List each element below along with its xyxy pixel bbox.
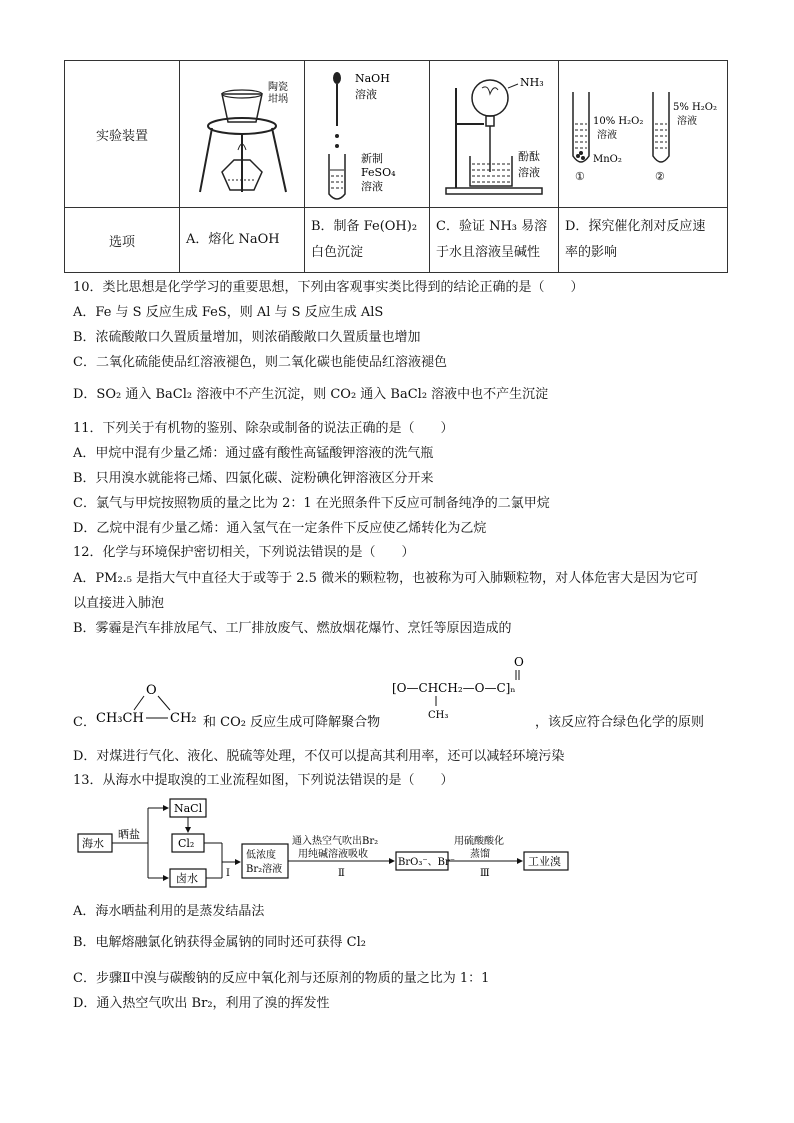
table-row-options (65, 208, 728, 273)
flow-industrial-bromine: 工业溴 (528, 855, 561, 868)
q12-option-d: D．对煤进行气化、液化、脱硫等处理，不仅可以提高其利用率，还可以减轻环境污染 (73, 749, 565, 764)
flow-bromate-bromide: BrO₃⁻、Br⁻ (398, 857, 456, 868)
flow-cl2: Cl₂ (178, 837, 195, 850)
polycarbonate-structure (390, 652, 540, 724)
mol2-methyl: CH₃ (428, 710, 449, 721)
q10-option-c: C．二氧化硫能使品红溶液褪色，则二氧化碳也能使品红溶液褪色 (73, 355, 447, 370)
propylene-oxide-structure (94, 676, 204, 732)
option-c-cell (430, 208, 559, 273)
fountain-experiment-icon (432, 64, 556, 204)
q10-option-b: B．浓硫酸敞口久置质量增加，则浓硝酸敞口久置质量也增加 (73, 330, 421, 345)
flow-acidify-label: 用硫酸酸化 (454, 836, 504, 847)
flow-hot-air-label: 通入热空气吹出Br₂ (292, 836, 379, 847)
apparatus-b-cell (305, 61, 430, 208)
flow-nacl: NaCl (174, 802, 203, 815)
label-nh3: NH₃ (520, 76, 544, 89)
q10-option-d: D．SO₂ 通入 BaCl₂ 溶液中不产生沉淀，则 CO₂ 通入 BaCl₂ 溶液中也不产生沉淀 (73, 387, 549, 402)
q13-stem: 13．从海水中提取溴的工业流程如图，下列说法错误的是（ ） (73, 773, 454, 788)
option-c-line1: C．验证 NH₃ 易溶 (436, 219, 548, 234)
label-phenolphthalein: 酚酞 (518, 150, 540, 163)
label-naoh-solution: 溶液 (355, 88, 377, 101)
mol1-ch3ch: CH₃CH (96, 711, 144, 726)
q11-option-d: D．乙烷中混有少量乙烯：通入氢气在一定条件下反应使乙烯转化为乙烷 (73, 521, 487, 536)
table-row-apparatus (65, 61, 728, 208)
label-fresh: 新制 (361, 152, 383, 165)
q12-option-c-prefix: C． (73, 715, 96, 730)
flow-brine: 卤水 (176, 872, 198, 885)
label-tube-1: ① (575, 170, 585, 183)
label-ceramic: 陶瓷 (268, 82, 288, 93)
q10-stem: 10．类比思想是化学学习的重要思想，下列由客观事实类比得到的结论正确的是（ ） (73, 280, 584, 295)
label-feso4-solution: 溶液 (361, 180, 383, 193)
crucible-tripod-icon (182, 64, 302, 204)
row-header-option: 选项 (65, 208, 180, 273)
dropper-test-tube-icon (307, 64, 427, 204)
label-mno2: MnO₂ (593, 154, 622, 165)
q12-option-c-mid: 和 CO₂ 反应生成可降解聚合物 (203, 715, 381, 730)
q13-option-c: C．步骤Ⅱ中溴与碳酸钠的反应中氧化剂与还原剂的物质的量之比为 1：1 (73, 971, 490, 986)
mol1-ch2: CH₂ (170, 711, 197, 726)
label-phenolphthalein-solution: 溶液 (518, 166, 540, 179)
q12-option-a-line1: A．PM₂.₅ 是指大气中直径大于或等于 2.5 微米的颗粒物，也被称为可入肺颗粒物，对人体危害大是因为它可 (73, 571, 699, 586)
bromine-extraction-flowchart (76, 796, 576, 892)
flow-step-2: Ⅱ (338, 868, 345, 879)
label-10pct-solution: 溶液 (597, 130, 617, 141)
flow-distill-label: 蒸馏 (470, 849, 490, 860)
experiment-table (64, 60, 728, 273)
label-5pct-solution: 溶液 (677, 116, 697, 127)
option-c-line2: 于水且溶液呈碱性 (436, 245, 541, 260)
q11-option-b: B．只用溴水就能将己烯、四氯化碳、淀粉碘化钾溶液区分开来 (73, 471, 434, 486)
option-d-line2: 率的影响 (565, 245, 618, 260)
flow-br2-solution: Br₂溶液 (246, 864, 283, 875)
flow-seawater: 海水 (82, 837, 104, 850)
mol1-oxygen: O (146, 683, 157, 698)
q10-option-a: A．Fe 与 S 反应生成 FeS，则 Al 与 S 反应生成 AlS (73, 305, 384, 320)
option-a-cell: A．熔化 NaOH (180, 208, 305, 273)
flow-sun-salt: 晒盐 (118, 828, 140, 841)
option-d-line1: D．探究催化剂对反应速 (565, 219, 706, 234)
flow-step-1: Ⅰ (226, 868, 230, 879)
q12-option-b: B．雾霾是汽车排放尾气、工厂排放废气、燃放烟花爆竹、烹饪等原因造成的 (73, 621, 512, 636)
option-b-line2: 白色沉淀 (311, 245, 364, 260)
option-d-cell (559, 208, 728, 273)
q12-option-a-line2: 以直接进入肺泡 (73, 596, 165, 611)
apparatus-c-cell (430, 61, 559, 208)
flow-soda-absorb-label: 用纯碱溶液吸收 (298, 849, 368, 860)
label-feso4: FeSO₄ (361, 166, 396, 179)
q13-option-d: D．通入热空气吹出 Br₂，利用了溴的挥发性 (73, 996, 330, 1011)
label-10pct-h2o2: 10% H₂O₂ (593, 116, 644, 127)
q12-stem: 12．化学与环境保护密切相关，下列说法错误的是（ ） (73, 545, 415, 560)
mol2-carbonyl-oxygen: O (514, 655, 524, 669)
option-b-cell (305, 208, 430, 273)
two-test-tubes-icon (563, 64, 723, 204)
q11-option-a: A．甲烷中混有少量乙烯：通过盛有酸性高锰酸钾溶液的洗气瓶 (73, 446, 434, 461)
label-5pct-h2o2: 5% H₂O₂ (673, 102, 717, 113)
q13-option-a: A．海水晒盐利用的是蒸发结晶法 (73, 904, 265, 919)
label-naoh: NaOH (355, 72, 390, 85)
apparatus-a-cell (180, 61, 305, 208)
label-tube-2: ② (655, 170, 665, 183)
label-crucible: 坩埚 (268, 94, 288, 105)
mol2-main-chain: [O—CHCH₂—O—C]ₙ (392, 681, 516, 695)
q11-option-c: C．氯气与甲烷按照物质的量之比为 2：1 在光照条件下反应可制备纯净的二氯甲烷 (73, 496, 550, 511)
q11-stem: 11．下列关于有机物的鉴别、除杂或制备的说法正确的是（ ） (73, 421, 454, 436)
flow-step-3: Ⅲ (480, 868, 490, 879)
q13-option-b: B．电解熔融氯化钠获得金属钠的同时还可获得 Cl₂ (73, 935, 367, 950)
q12-option-c-suffix: ，该反应符合绿色化学的原则 (535, 715, 705, 730)
row-header-apparatus: 实验装置 (65, 61, 180, 208)
apparatus-d-cell (559, 61, 728, 208)
flow-low-concentration: 低浓度 (246, 850, 276, 861)
option-b-line1: B．制备 Fe(OH)₂ (311, 219, 418, 234)
